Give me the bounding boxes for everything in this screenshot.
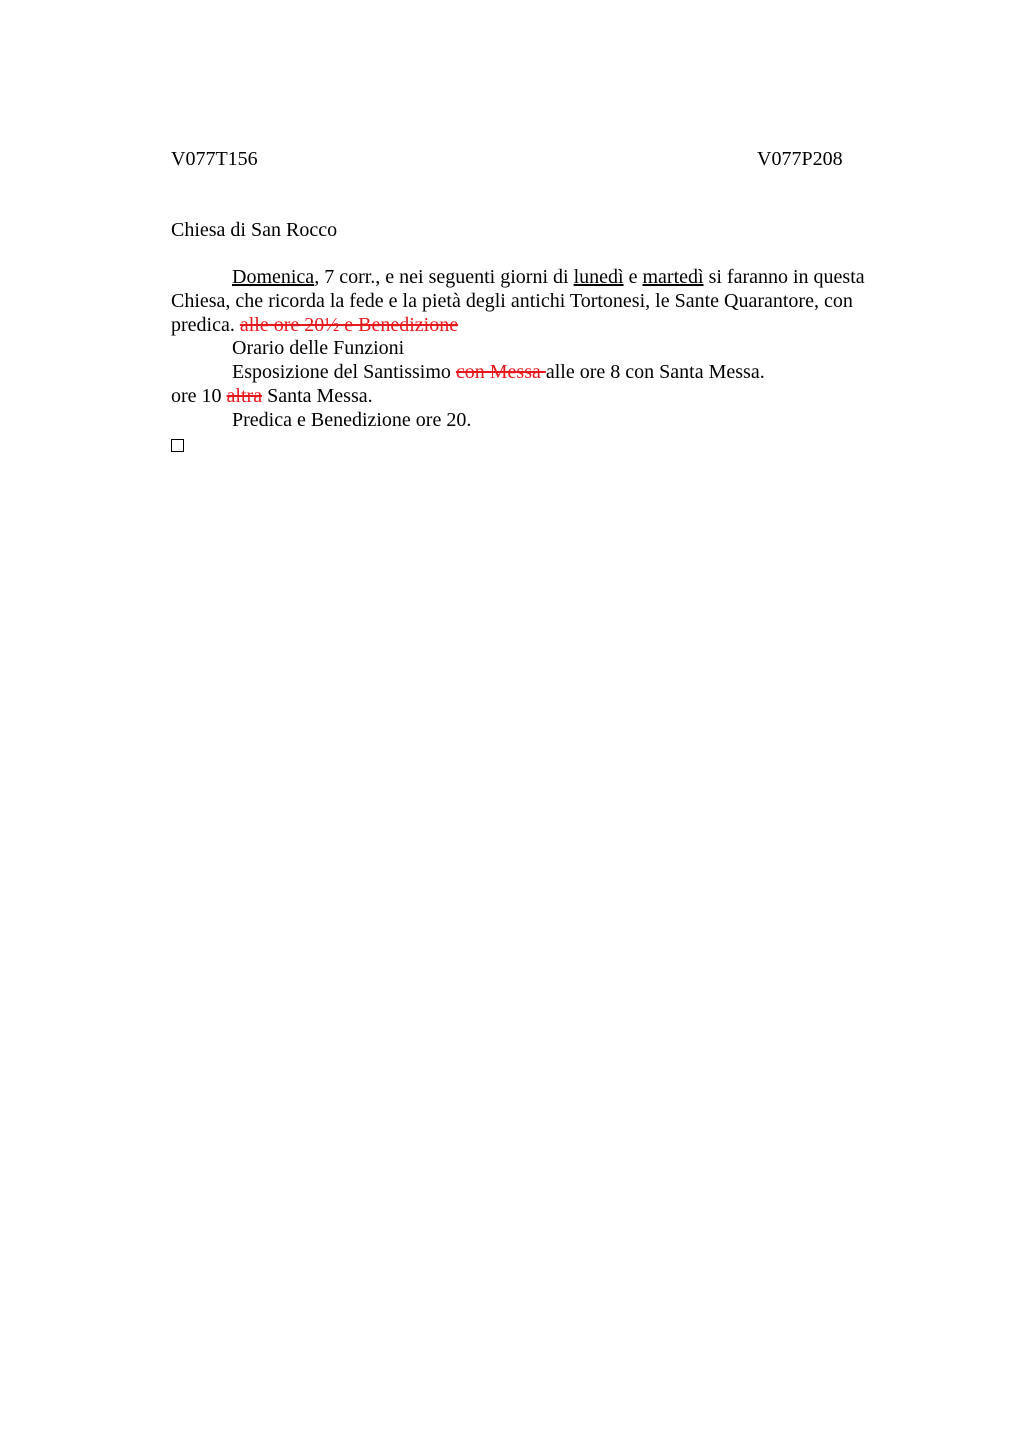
line-predica: Predica e Benedizione ore 20. xyxy=(232,408,472,431)
text-segment: Esposizione del Santissimo xyxy=(232,361,456,384)
text-segment: alle ore 8 con Santa Messa. xyxy=(545,361,765,384)
text-segment: si faranno in questa Chiesa, che ricorda la fede e la pietà degli antichi Tortonesi, le Sante Quarantore, con predica. xyxy=(171,266,865,336)
text-segment: Santa Messa. xyxy=(262,384,373,407)
document-title: Chiesa di San Rocco xyxy=(171,219,338,241)
line-esposizione xyxy=(171,361,887,385)
deleted-text: alle ore 20½ e Benedizione xyxy=(239,313,459,336)
end-marker xyxy=(171,433,887,457)
paragraph-announcement xyxy=(171,266,887,337)
square-box-icon xyxy=(171,439,184,452)
line-ore-10 xyxy=(171,385,887,409)
deleted-text: con Messa xyxy=(455,361,546,384)
text-segment: ore 10 xyxy=(171,384,227,407)
deleted-text: altra xyxy=(226,384,263,407)
underlined-word-lunedi: lunedì xyxy=(573,266,624,288)
line-orario: Orario delle Funzioni xyxy=(232,337,405,360)
document-body xyxy=(171,266,887,456)
underlined-word-domenica: Domenica xyxy=(232,266,315,288)
underlined-word-martedi: martedì xyxy=(642,266,704,288)
text-segment: e xyxy=(623,266,643,288)
document-code-right: V077P208 xyxy=(757,148,843,170)
document-code-left: V077T156 xyxy=(171,148,258,170)
text-segment: , 7 corr., e nei seguenti giorni di xyxy=(314,266,574,288)
